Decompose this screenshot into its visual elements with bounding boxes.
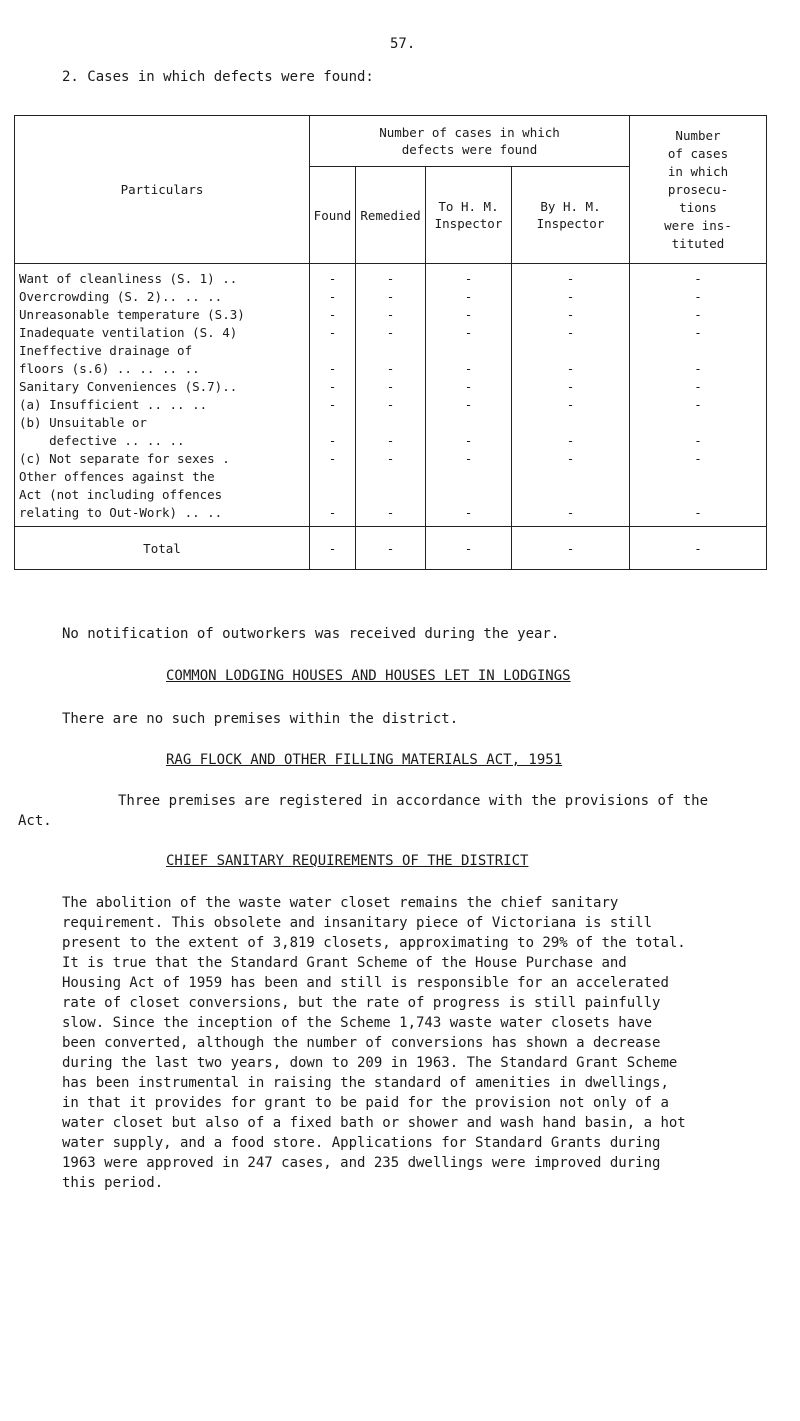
header-prosecutions-line: of cases [667, 145, 729, 161]
particulars-row [19, 414, 305, 450]
total-found: - [310, 527, 356, 570]
table-cell-dash: - [464, 505, 473, 520]
section-heading: 2. Cases in which defects were found: [62, 69, 374, 85]
table-cell-dash: - [694, 361, 702, 376]
total-remedied: - [356, 527, 426, 570]
table-cell-dash: - [328, 307, 337, 322]
table-cell-dash: - [566, 361, 575, 376]
header-prosecutions-line: Number [675, 127, 721, 143]
particulars-row [19, 378, 305, 396]
header-particulars: Particulars [15, 116, 310, 264]
particulars-line: Other offences against the [19, 469, 215, 484]
table-cell-dash: - [386, 361, 395, 376]
total-by-hm: - [512, 527, 630, 570]
particulars-row [19, 396, 305, 414]
table-cell-dash: - [566, 379, 575, 394]
table-cell-dash: - [694, 289, 702, 304]
particulars-row [19, 450, 305, 468]
particulars-line: floors (s.6) .. .. .. .. [19, 361, 200, 376]
table-cell-dash: - [566, 307, 575, 322]
paragraph-line: slow. Since the inception of the Scheme 1,743 waste water closets have [62, 1015, 653, 1031]
table-cell-dash: - [566, 271, 575, 286]
table-cell-dash: - [464, 271, 473, 286]
table-cell-dash: - [694, 379, 702, 394]
header-prosecutions-line: were ins- [664, 217, 732, 233]
particulars-line: Overcrowding (S. 2).. .. .. [19, 289, 223, 304]
table-cell-dash: - [386, 325, 395, 340]
particulars-row [19, 342, 305, 378]
table-cell-dash: - [694, 325, 702, 340]
header-remedied: Remedied [356, 167, 426, 264]
table-cell-dash: - [566, 325, 575, 340]
table-cell-dash: - [464, 361, 473, 376]
paragraph-line: requirement. This obsolete and insanitary piece of Victoriana is still [62, 915, 653, 931]
table-cell-dash: - [464, 451, 473, 466]
table-cell-dash: - [386, 289, 395, 304]
paragraph-line: has been instrumental in raising the standard of amenities in dwellings, [62, 1075, 669, 1091]
paragraph-line: 1963 were approved in 247 cases, and 235 dwellings were improved during [62, 1155, 661, 1171]
defects-table [14, 115, 767, 570]
paragraph-line: water supply, and a food store. Applications for Standard Grants during [62, 1135, 661, 1151]
header-prosecutions-line: in which [667, 163, 729, 179]
total-label: Total [15, 527, 310, 570]
table-cell-dash: - [694, 505, 702, 520]
table-cell-dash: - [328, 289, 337, 304]
chief-sanitary-heading: CHIEF SANITARY REQUIREMENTS OF THE DISTRICT [166, 853, 529, 869]
lodging-text: There are no such premises within the district. [62, 711, 459, 727]
paragraph-line: Housing Act of 1959 has been and still is responsible for an accelerated [62, 975, 669, 991]
no-notification-text: No notification of outworkers was received during the year. [62, 626, 560, 642]
table-cell-dash: - [386, 307, 395, 322]
paragraph-line: in that it provides for grant to be paid for the provision not only of a [62, 1095, 669, 1111]
table-cell-dash: - [328, 397, 337, 412]
particulars-line: defective .. .. .. [19, 433, 185, 448]
particulars-line: Ineffective drainage of [19, 343, 193, 358]
remedied-column [356, 264, 426, 527]
table-cell-dash: - [694, 271, 702, 286]
paragraph-line: water closet but also of a fixed bath or shower and wash hand basin, a hot [62, 1115, 686, 1131]
table-cell-dash: - [386, 271, 395, 286]
rag-flock-text-line2: Act. [18, 813, 52, 829]
table-cell-dash: - [464, 325, 473, 340]
table-cell-dash: - [694, 451, 702, 466]
particulars-line: Want of cleanliness (S. 1) .. [19, 271, 238, 286]
header-by-hm-line2: Inspector [536, 216, 605, 231]
particulars-cell [15, 264, 310, 527]
table-cell-dash: - [386, 433, 395, 448]
particulars-line: Inadequate ventilation (S. 4) [19, 325, 238, 340]
table-cell-dash: - [328, 325, 337, 340]
table-cell-dash: - [328, 361, 337, 376]
particulars-row [19, 270, 305, 288]
table-cell-dash: - [694, 307, 702, 322]
header-to-hm-line1: To H. M. [438, 199, 499, 214]
paragraph-line: It is true that the Standard Grant Scheme of the House Purchase and [62, 955, 627, 971]
to-hm-column [426, 264, 512, 527]
page-number: 57. [390, 36, 416, 52]
header-group-line1: Number of cases in which [379, 125, 560, 140]
total-prosecutions: - [630, 527, 767, 570]
table-cell-dash: - [328, 451, 337, 466]
table-cell-dash: - [464, 289, 473, 304]
table-cell-dash: - [328, 271, 337, 286]
header-by-hm-inspector [512, 167, 630, 264]
header-to-hm-inspector [426, 167, 512, 264]
particulars-row [19, 468, 305, 522]
table-cell-dash: - [328, 505, 337, 520]
particulars-line: (a) Insufficient .. .. .. [19, 397, 208, 412]
table-cell-dash: - [386, 379, 395, 394]
table-cell-dash: - [464, 379, 473, 394]
table-cell-dash: - [328, 379, 337, 394]
table-cell-dash: - [566, 433, 575, 448]
table-cell-dash: - [464, 433, 473, 448]
paragraph-line: The abolition of the waste water closet remains the chief sanitary [62, 895, 619, 911]
lodging-heading: COMMON LODGING HOUSES AND HOUSES LET IN LODGINGS [166, 668, 571, 684]
table-cell-dash: - [386, 505, 395, 520]
paragraph-line: present to the extent of 3,819 closets, approximating to 29% of the total. [62, 935, 686, 951]
header-number-of-cases [310, 116, 630, 167]
table-cell-dash: - [386, 451, 395, 466]
by-hm-column [512, 264, 630, 527]
particulars-row [19, 324, 305, 342]
table-cell-dash: - [566, 397, 575, 412]
chief-sanitary-paragraph [62, 893, 767, 1193]
rag-flock-heading: RAG FLOCK AND OTHER FILLING MATERIALS ACT, 1951 [166, 752, 563, 768]
prosecutions-column [630, 264, 767, 527]
paragraph-line: this period. [62, 1175, 164, 1191]
particulars-line: Unreasonable temperature (S.3) [19, 307, 245, 322]
paragraph-line: during the last two years, down to 209 in 1963. The Standard Grant Scheme [62, 1055, 678, 1071]
table-cell-dash: - [694, 433, 702, 448]
header-found: Found [310, 167, 356, 264]
header-prosecutions-line: prosecu- [667, 181, 729, 197]
paragraph-line: been converted, although the number of conversions has shown a decrease [62, 1035, 661, 1051]
total-to-hm: - [426, 527, 512, 570]
particulars-line: Act (not including offences [19, 487, 223, 502]
header-by-hm-line1: By H. M. [540, 199, 601, 214]
particulars-line: relating to Out-Work) .. .. [19, 505, 223, 520]
table-cell-dash: - [464, 307, 473, 322]
rag-flock-text-line1: Three premises are registered in accordance with the provisions of the [118, 793, 709, 809]
table-cell-dash: - [694, 397, 702, 412]
particulars-row [19, 288, 305, 306]
particulars-line: (c) Not separate for sexes . [19, 451, 230, 466]
particulars-line: (b) Unsuitable or [19, 415, 147, 430]
particulars-row [19, 306, 305, 324]
particulars-line: Sanitary Conveniences (S.7).. [19, 379, 238, 394]
table-cell-dash: - [386, 397, 395, 412]
table-cell-dash: - [566, 451, 575, 466]
table-cell-dash: - [566, 289, 575, 304]
found-column [310, 264, 356, 527]
paragraph-line: rate of closet conversions, but the rate of progress is still painfully [62, 995, 661, 1011]
header-prosecutions-line: tituted [671, 235, 725, 251]
header-prosecutions [630, 116, 767, 264]
header-prosecutions-line: tions [679, 199, 717, 215]
header-group-line2: defects were found [401, 142, 538, 157]
table-cell-dash: - [566, 505, 575, 520]
header-to-hm-line2: Inspector [434, 216, 503, 231]
table-cell-dash: - [464, 397, 473, 412]
table-cell-dash: - [328, 433, 337, 448]
